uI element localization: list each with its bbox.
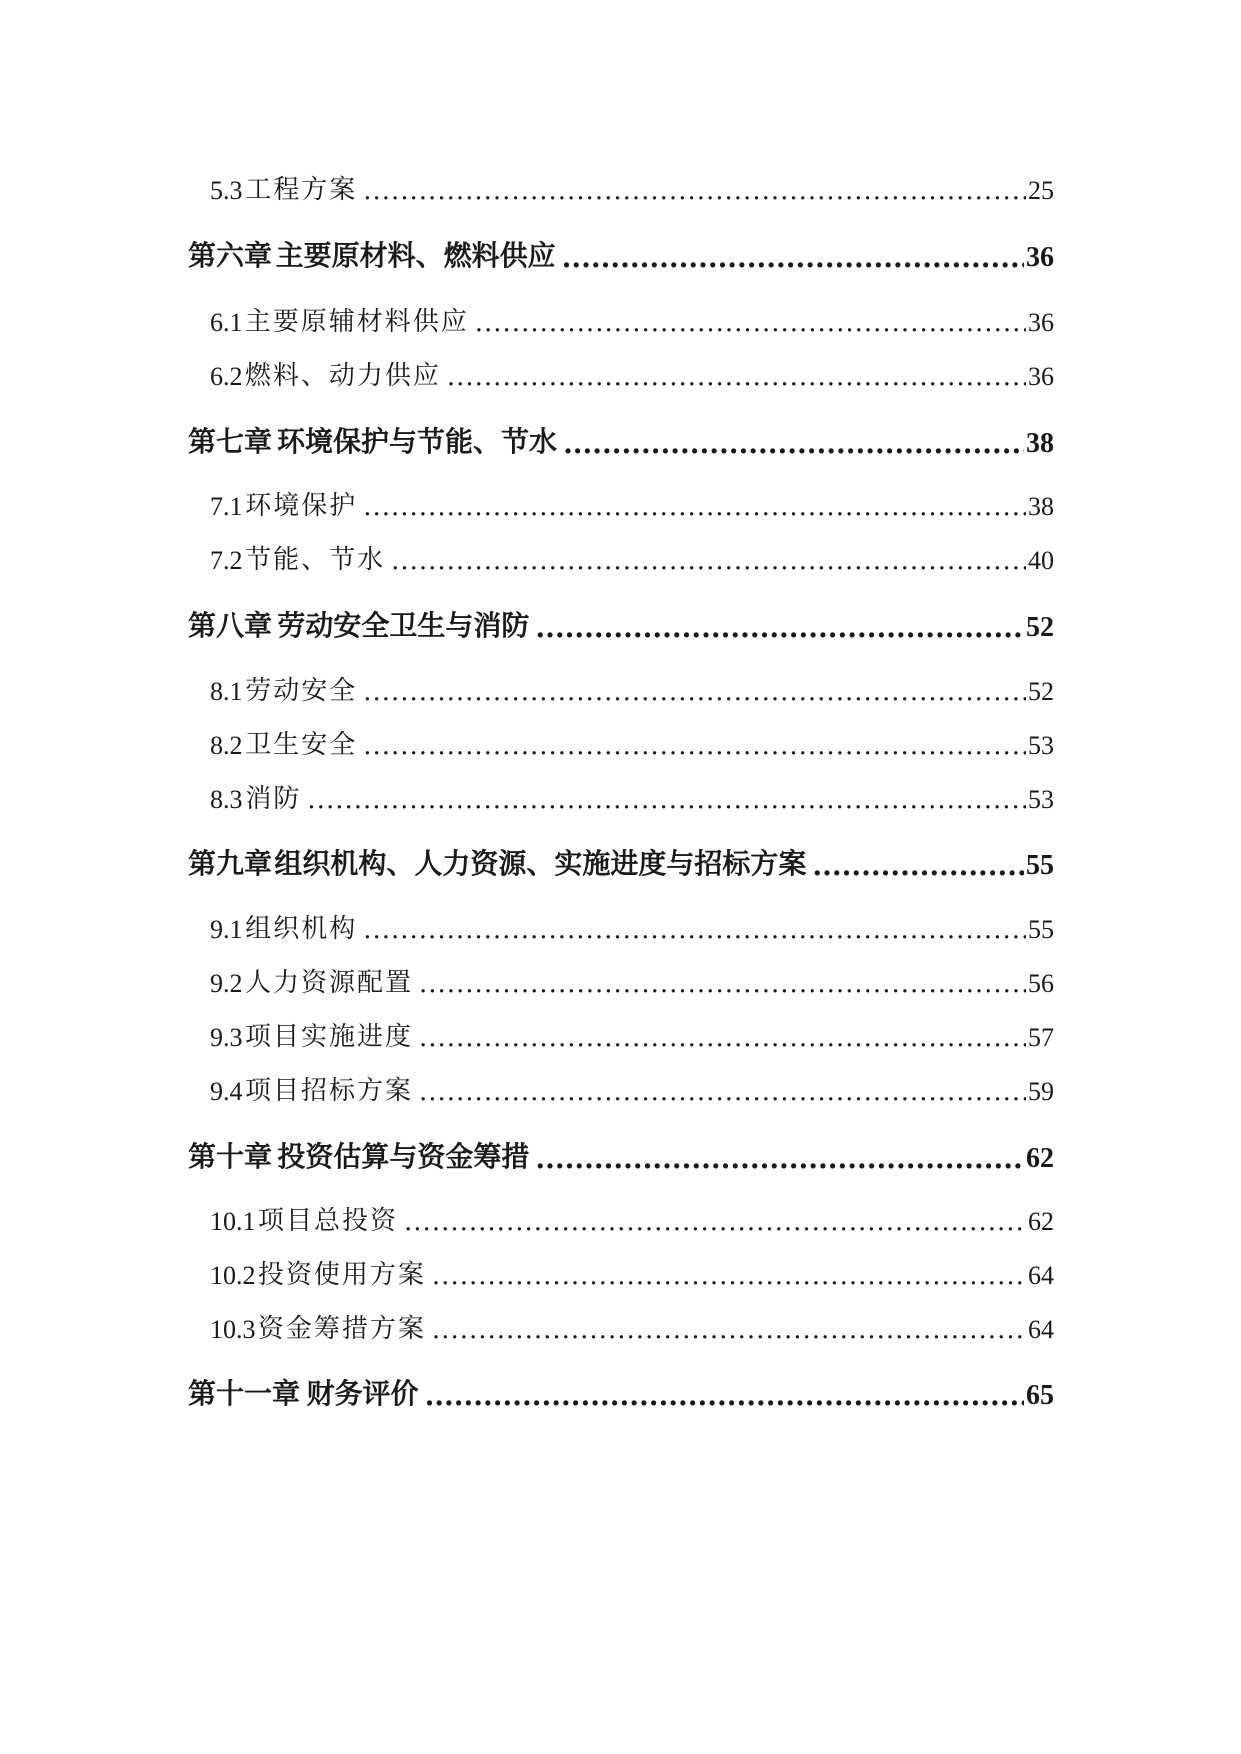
toc-entry-number: 6.2 xyxy=(210,362,243,391)
toc-chapter-title: 劳动安全卫生与消防 xyxy=(277,609,530,642)
toc-entry-number: 9.1 xyxy=(210,915,243,944)
dot-leader xyxy=(391,546,1026,576)
toc-entry-page: 40 xyxy=(1028,546,1054,575)
toc-entry-9-1[interactable] xyxy=(210,905,1054,945)
toc-entry-page: 36 xyxy=(1028,308,1054,337)
toc-entry-title: 消防 xyxy=(245,784,302,814)
dot-leader xyxy=(363,176,1026,206)
toc-entry-7-2[interactable] xyxy=(210,536,1054,576)
toc-entry-number: 10.1 xyxy=(210,1207,256,1236)
toc-entry-8-2[interactable] xyxy=(210,721,1054,761)
toc-entry-number: 5.3 xyxy=(210,176,243,205)
toc-chapter-page: 36 xyxy=(1026,242,1054,273)
dot-leader xyxy=(425,1379,1024,1412)
toc-entry-10-1[interactable] xyxy=(210,1197,1054,1237)
toc-entry-10-2[interactable] xyxy=(210,1251,1054,1291)
toc-entry-page: 52 xyxy=(1028,677,1054,706)
toc-entry-number: 10.2 xyxy=(210,1261,256,1290)
dot-leader xyxy=(363,915,1026,945)
toc-entry-page: 53 xyxy=(1028,785,1054,814)
toc-chapter-number: 第六章 xyxy=(188,239,273,272)
toc-entry-number: 10.3 xyxy=(210,1315,256,1344)
toc-entry-number: 9.4 xyxy=(210,1077,243,1106)
toc-entry-title: 工程方案 xyxy=(245,175,358,205)
dot-leader xyxy=(535,611,1024,644)
toc-chapter-page: 52 xyxy=(1026,612,1054,643)
toc-chapter-number: 第九章 xyxy=(188,847,273,880)
dot-leader xyxy=(363,731,1026,761)
toc-entry-page: 62 xyxy=(1028,1207,1054,1236)
toc-entry-page: 59 xyxy=(1028,1077,1054,1106)
toc-entry-page: 36 xyxy=(1028,362,1054,391)
toc-entry-page: 55 xyxy=(1028,915,1054,944)
dot-leader xyxy=(419,969,1026,999)
toc-entry-page: 38 xyxy=(1028,492,1054,521)
toc-entry-7-1[interactable] xyxy=(210,482,1054,522)
dot-leader xyxy=(404,1207,1026,1237)
toc-entry-title: 投资使用方案 xyxy=(257,1260,426,1290)
toc-entry-number: 9.2 xyxy=(210,969,243,998)
dot-leader xyxy=(363,677,1026,707)
toc-entry-10-3[interactable] xyxy=(210,1305,1054,1345)
toc-entry-title: 人力资源配置 xyxy=(244,968,413,998)
dot-leader xyxy=(307,785,1026,815)
toc-chapter-title: 财务评价 xyxy=(306,1377,419,1410)
toc-entry-page: 64 xyxy=(1028,1261,1054,1290)
toc-entry-page: 53 xyxy=(1028,731,1054,760)
toc-entry-5-3[interactable] xyxy=(210,166,1054,206)
toc-chapter-number: 第八章 xyxy=(188,609,273,642)
toc-chapter-11[interactable] xyxy=(188,1370,1054,1412)
toc-entry-9-4[interactable] xyxy=(210,1067,1054,1107)
toc-entry-title: 项目实施进度 xyxy=(244,1022,413,1052)
toc-entry-6-1[interactable] xyxy=(210,298,1054,338)
toc-entry-6-2[interactable] xyxy=(210,352,1054,392)
toc-chapter-9[interactable] xyxy=(188,840,1054,882)
toc-chapter-7[interactable] xyxy=(188,418,1054,460)
toc-entry-number: 6.1 xyxy=(210,308,243,337)
toc-chapter-page: 62 xyxy=(1026,1143,1054,1174)
toc-entry-number: 7.2 xyxy=(210,546,243,575)
toc-entry-title: 项目总投资 xyxy=(258,1206,399,1236)
toc-entry-title: 节能、节水 xyxy=(245,545,386,575)
toc-entry-9-2[interactable] xyxy=(210,959,1054,999)
toc-chapter-title: 组织机构、人力资源、实施进度与招标方案 xyxy=(274,847,807,880)
toc-entry-number: 7.1 xyxy=(210,492,243,521)
toc-entry-title: 燃料、动力供应 xyxy=(244,361,441,391)
toc-chapter-number: 第十一章 xyxy=(188,1377,301,1410)
toc-entry-title: 卫生安全 xyxy=(245,730,358,760)
toc-entry-page: 57 xyxy=(1028,1023,1054,1052)
dot-leader xyxy=(363,492,1026,522)
toc-chapter-page: 38 xyxy=(1026,428,1054,459)
toc-chapter-10[interactable] xyxy=(188,1133,1054,1175)
dot-leader xyxy=(475,308,1026,338)
toc-chapter-8[interactable] xyxy=(188,602,1054,644)
dot-leader xyxy=(419,1023,1026,1053)
toc-chapter-page: 55 xyxy=(1026,850,1054,881)
toc-entry-number: 8.3 xyxy=(210,785,243,814)
toc-entry-title: 主要原辅材料供应 xyxy=(244,307,469,337)
dot-leader xyxy=(432,1315,1026,1345)
dot-leader xyxy=(419,1077,1026,1107)
toc-entry-number: 9.3 xyxy=(210,1023,243,1052)
toc-entry-title: 环境保护 xyxy=(245,491,358,521)
dot-leader xyxy=(535,1142,1024,1175)
dot-leader xyxy=(562,241,1024,274)
toc-entry-8-3[interactable] xyxy=(210,775,1054,815)
toc-entry-page: 64 xyxy=(1028,1315,1054,1344)
toc-entry-8-1[interactable] xyxy=(210,667,1054,707)
toc-entry-9-3[interactable] xyxy=(210,1013,1054,1053)
toc-chapter-title: 投资估算与资金筹措 xyxy=(277,1140,530,1173)
toc-entry-title: 项目招标方案 xyxy=(244,1076,413,1106)
toc-entry-number: 8.2 xyxy=(210,731,243,760)
dot-leader xyxy=(432,1261,1026,1291)
toc-chapter-number: 第七章 xyxy=(188,425,273,458)
toc-entry-title: 劳动安全 xyxy=(245,676,358,706)
toc-chapter-page: 65 xyxy=(1026,1380,1054,1411)
toc-chapter-number: 第十章 xyxy=(188,1140,273,1173)
toc-entry-title: 组织机构 xyxy=(245,914,358,944)
toc-chapter-title: 主要原材料、燃料供应 xyxy=(275,239,556,272)
toc-chapter-6[interactable] xyxy=(188,232,1054,274)
toc-entry-page: 25 xyxy=(1028,176,1054,205)
toc-entry-number: 8.1 xyxy=(210,677,243,706)
dot-leader xyxy=(812,849,1024,882)
dot-leader xyxy=(563,427,1024,460)
toc-entry-page: 56 xyxy=(1028,969,1054,998)
toc-chapter-title: 环境保护与节能、节水 xyxy=(277,425,558,458)
toc-entry-title: 资金筹措方案 xyxy=(257,1314,426,1344)
dot-leader xyxy=(447,362,1026,392)
